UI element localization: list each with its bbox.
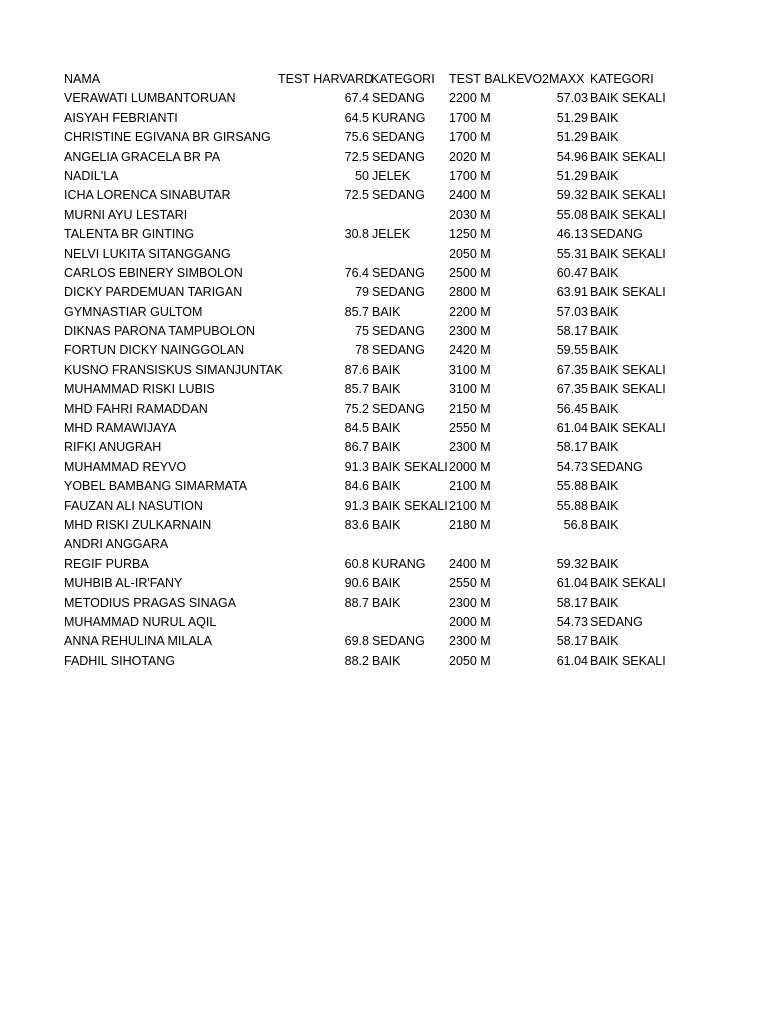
cell-vo2maxx: 55.88 [556, 479, 588, 494]
cell-test-balke: 2150 M [449, 401, 491, 416]
cell-test-harvard: 84.5 [344, 421, 369, 436]
cell-vo2maxx: 54.96 [556, 149, 588, 164]
cell-kategori-vo2: SEDANG [590, 614, 643, 629]
cell-test-balke: 3100 M [449, 362, 491, 377]
cell-kategori-harvard: JELEK [372, 168, 411, 183]
table-row [0, 341, 768, 360]
cell-vo2maxx: 60.47 [556, 265, 588, 280]
cell-nama: MUHBIB AL-IR'FANY [64, 576, 183, 591]
cell-test-harvard: 64.5 [344, 110, 369, 125]
table-row [0, 245, 768, 264]
cell-test-balke: 2100 M [449, 479, 491, 494]
cell-vo2maxx: 58.17 [556, 440, 588, 455]
cell-kategori-vo2: BAIK SEKALI [590, 576, 666, 591]
cell-kategori-harvard: BAIK [372, 517, 401, 532]
cell-kategori-vo2: BAIK SEKALI [590, 382, 666, 397]
cell-kategori-harvard: SEDANG [372, 130, 425, 145]
cell-nama: NADIL'LA [64, 168, 119, 183]
cell-kategori-vo2: BAIK [590, 110, 619, 125]
cell-test-balke: 2000 M [449, 614, 491, 629]
table-row [0, 458, 768, 477]
cell-kategori-harvard: SEDANG [372, 149, 425, 164]
header-kategori-vo2: KATEGORI [590, 72, 654, 86]
cell-kategori-vo2: BAIK SEKALI [590, 246, 666, 261]
cell-test-harvard: 75 [355, 324, 369, 339]
cell-test-harvard: 76.4 [344, 265, 369, 280]
cell-kategori-harvard: BAIK [372, 362, 401, 377]
header-vo2maxx: VO2MAXX [524, 72, 585, 86]
cell-nama: TALENTA BR GINTING [64, 227, 195, 242]
cell-test-balke: 2100 M [449, 498, 491, 513]
table-row [0, 361, 768, 380]
cell-test-balke: 1700 M [449, 130, 491, 145]
cell-test-harvard: 79 [355, 285, 369, 300]
table-row [0, 303, 768, 322]
cell-nama: AISYAH FEBRIANTI [64, 110, 178, 125]
table-row [0, 206, 768, 225]
cell-test-balke: 2000 M [449, 459, 491, 474]
cell-vo2maxx: 58.17 [556, 634, 588, 649]
table-row [0, 535, 768, 554]
cell-test-harvard: 85.7 [344, 382, 369, 397]
cell-kategori-harvard: BAIK [372, 440, 401, 455]
cell-vo2maxx: 61.04 [556, 576, 588, 591]
cell-nama: MUHAMMAD RISKI LUBIS [64, 382, 215, 397]
cell-nama: FORTUN DICKY NAINGGOLAN [64, 343, 245, 358]
cell-kategori-harvard: SEDANG [372, 343, 425, 358]
cell-kategori-vo2: BAIK [590, 556, 619, 571]
cell-kategori-vo2: BAIK [590, 401, 619, 416]
cell-kategori-harvard: JELEK [372, 227, 411, 242]
cell-test-harvard: 88.7 [344, 595, 369, 610]
cell-test-harvard: 78 [355, 343, 369, 358]
header-test-harvard: TEST HARVARD [278, 72, 374, 86]
cell-test-harvard: 91.3 [344, 459, 369, 474]
cell-vo2maxx: 58.17 [556, 595, 588, 610]
cell-kategori-vo2: BAIK [590, 304, 619, 319]
cell-test-balke: 2300 M [449, 595, 491, 610]
cell-kategori-vo2: BAIK SEKALI [590, 421, 666, 436]
cell-test-harvard: 87.6 [344, 362, 369, 377]
cell-kategori-vo2: BAIK SEKALI [590, 362, 666, 377]
cell-nama: FADHIL SIHOTANG [64, 653, 176, 668]
table-row [0, 613, 768, 632]
cell-kategori-vo2: BAIK [590, 479, 619, 494]
cell-vo2maxx: 63.91 [556, 285, 588, 300]
cell-kategori-vo2: SEDANG [590, 227, 643, 242]
cell-kategori-harvard: SEDANG [372, 324, 425, 339]
cell-nama: VERAWATI LUMBANTORUAN [64, 91, 236, 106]
cell-vo2maxx: 54.73 [556, 459, 588, 474]
cell-kategori-vo2: BAIK [590, 130, 619, 145]
cell-test-balke: 2200 M [449, 304, 491, 319]
cell-kategori-harvard: SEDANG [372, 91, 425, 106]
cell-nama: REGIF PURBA [64, 556, 149, 571]
cell-test-balke: 2800 M [449, 285, 491, 300]
cell-kategori-vo2: BAIK SEKALI [590, 285, 666, 300]
table-row [0, 109, 768, 128]
cell-test-harvard: 60.8 [344, 556, 369, 571]
table-row [0, 516, 768, 535]
cell-vo2maxx: 55.31 [556, 246, 588, 261]
cell-kategori-harvard: BAIK [372, 595, 401, 610]
cell-vo2maxx: 56.45 [556, 401, 588, 416]
header-test-balke: TEST BALKE [449, 72, 525, 86]
cell-test-balke: 2500 M [449, 265, 491, 280]
cell-kategori-harvard: SEDANG [372, 401, 425, 416]
table-row [0, 148, 768, 167]
table-row [0, 574, 768, 593]
cell-nama: RIFKI ANUGRAH [64, 440, 162, 455]
cell-kategori-harvard: BAIK SEKALI [372, 459, 448, 474]
cell-nama: ICHA LORENCA SINABUTAR [64, 188, 231, 203]
cell-vo2maxx: 51.29 [556, 110, 588, 125]
cell-vo2maxx: 55.08 [556, 207, 588, 222]
table-row [0, 380, 768, 399]
cell-test-harvard: 90.6 [344, 576, 369, 591]
cell-kategori-vo2: BAIK [590, 634, 619, 649]
cell-kategori-vo2: BAIK SEKALI [590, 188, 666, 203]
cell-test-harvard: 69.8 [344, 634, 369, 649]
cell-test-balke: 2180 M [449, 517, 491, 532]
table-body [0, 89, 768, 671]
cell-kategori-vo2: BAIK SEKALI [590, 149, 666, 164]
table-row [0, 400, 768, 419]
cell-test-balke: 2400 M [449, 556, 491, 571]
cell-kategori-vo2: BAIK SEKALI [590, 207, 666, 222]
cell-test-balke: 2550 M [449, 576, 491, 591]
cell-kategori-harvard: SEDANG [372, 634, 425, 649]
cell-test-balke: 2550 M [449, 421, 491, 436]
table-row [0, 283, 768, 302]
cell-test-harvard: 72.5 [344, 188, 369, 203]
table-row [0, 128, 768, 147]
cell-kategori-harvard: BAIK [372, 576, 401, 591]
cell-nama: MUHAMMAD REYVO [64, 459, 187, 474]
cell-kategori-harvard: KURANG [372, 110, 426, 125]
cell-nama: ANGELIA GRACELA BR PA [64, 149, 221, 164]
cell-vo2maxx: 57.03 [556, 91, 588, 106]
cell-nama: FAUZAN ALI NASUTION [64, 498, 203, 513]
cell-test-balke: 2400 M [449, 188, 491, 203]
cell-test-balke: 2050 M [449, 653, 491, 668]
cell-test-balke: 2020 M [449, 149, 491, 164]
cell-vo2maxx: 51.29 [556, 130, 588, 145]
table-row [0, 497, 768, 516]
cell-nama: ANNA REHULINA MILALA [64, 634, 212, 649]
cell-kategori-harvard: SEDANG [372, 188, 425, 203]
cell-kategori-vo2: BAIK [590, 324, 619, 339]
cell-test-balke: 2420 M [449, 343, 491, 358]
cell-vo2maxx: 67.35 [556, 382, 588, 397]
cell-nama: MUHAMMAD NURUL AQIL [64, 614, 217, 629]
header-row [0, 70, 768, 89]
cell-nama: DICKY PARDEMUAN TARIGAN [64, 285, 243, 300]
cell-test-balke: 3100 M [449, 382, 491, 397]
cell-kategori-vo2: BAIK [590, 517, 619, 532]
cell-nama: MHD FAHRI RAMADDAN [64, 401, 208, 416]
cell-test-balke: 2030 M [449, 207, 491, 222]
cell-vo2maxx: 61.04 [556, 421, 588, 436]
table-row [0, 264, 768, 283]
cell-kategori-vo2: BAIK [590, 498, 619, 513]
table-row [0, 555, 768, 574]
cell-kategori-vo2: BAIK [590, 168, 619, 183]
cell-kategori-vo2: BAIK SEKALI [590, 653, 666, 668]
cell-kategori-vo2: BAIK [590, 265, 619, 280]
table-row [0, 167, 768, 186]
cell-nama: METODIUS PRAGAS SINAGA [64, 595, 237, 610]
cell-nama: MHD RISKI ZULKARNAIN [64, 517, 212, 532]
cell-nama: MURNI AYU LESTARI [64, 207, 188, 222]
cell-test-harvard: 85.7 [344, 304, 369, 319]
cell-vo2maxx: 59.32 [556, 188, 588, 203]
table-row [0, 186, 768, 205]
cell-vo2maxx: 46.13 [556, 227, 588, 242]
cell-vo2maxx: 57.03 [556, 304, 588, 319]
cell-test-harvard: 30.8 [344, 227, 369, 242]
cell-test-harvard: 50 [355, 168, 369, 183]
table-row [0, 652, 768, 671]
table-row [0, 594, 768, 613]
cell-test-harvard: 72.5 [344, 149, 369, 164]
cell-vo2maxx: 67.35 [556, 362, 588, 377]
cell-vo2maxx: 56.8 [563, 517, 588, 532]
header-kategori-harvard: KATEGORI [371, 72, 435, 86]
cell-nama: DIKNAS PARONA TAMPUBOLON [64, 324, 256, 339]
table-row [0, 419, 768, 438]
cell-test-balke: 1250 M [449, 227, 491, 242]
cell-nama: NELVI LUKITA SITANGGANG [64, 246, 231, 261]
data-table [0, 70, 768, 671]
cell-vo2maxx: 55.88 [556, 498, 588, 513]
cell-nama: GYMNASTIAR GULTOM [64, 304, 203, 319]
table-row [0, 632, 768, 651]
cell-vo2maxx: 59.32 [556, 556, 588, 571]
cell-kategori-harvard: BAIK [372, 421, 401, 436]
cell-vo2maxx: 54.73 [556, 614, 588, 629]
cell-test-balke: 2300 M [449, 440, 491, 455]
cell-nama: CARLOS EBINERY SIMBOLON [64, 265, 243, 280]
cell-vo2maxx: 51.29 [556, 168, 588, 183]
cell-nama: MHD RAMAWIJAYA [64, 421, 177, 436]
header-nama: NAMA [64, 72, 101, 86]
cell-kategori-harvard: SEDANG [372, 265, 425, 280]
table-row [0, 438, 768, 457]
cell-kategori-harvard: BAIK [372, 304, 401, 319]
cell-test-balke: 2300 M [449, 634, 491, 649]
table-row [0, 89, 768, 108]
cell-kategori-harvard: SEDANG [372, 285, 425, 300]
cell-test-balke: 2050 M [449, 246, 491, 261]
table-row [0, 322, 768, 341]
cell-kategori-harvard: BAIK SEKALI [372, 498, 448, 513]
cell-nama: CHRISTINE EGIVANA BR GIRSANG [64, 130, 271, 145]
table-row [0, 225, 768, 244]
cell-kategori-vo2: BAIK [590, 595, 619, 610]
cell-kategori-harvard: BAIK [372, 382, 401, 397]
cell-test-harvard: 91.3 [344, 498, 369, 513]
cell-vo2maxx: 59.55 [556, 343, 588, 358]
cell-nama: KUSNO FRANSISKUS SIMANJUNTAK [64, 362, 283, 377]
cell-test-harvard: 83.6 [344, 517, 369, 532]
cell-test-harvard: 84.6 [344, 479, 369, 494]
cell-vo2maxx: 61.04 [556, 653, 588, 668]
cell-test-balke: 1700 M [449, 168, 491, 183]
cell-kategori-vo2: BAIK SEKALI [590, 91, 666, 106]
cell-vo2maxx: 58.17 [556, 324, 588, 339]
cell-test-balke: 2200 M [449, 91, 491, 106]
cell-test-harvard: 67.4 [344, 91, 369, 106]
cell-nama: YOBEL BAMBANG SIMARMATA [64, 479, 248, 494]
cell-nama: ANDRI ANGGARA [64, 537, 169, 552]
cell-test-harvard: 75.6 [344, 130, 369, 145]
cell-kategori-harvard: KURANG [372, 556, 426, 571]
cell-test-harvard: 88.2 [344, 653, 369, 668]
cell-kategori-vo2: SEDANG [590, 459, 643, 474]
cell-test-harvard: 75.2 [344, 401, 369, 416]
cell-test-balke: 2300 M [449, 324, 491, 339]
cell-test-harvard: 86.7 [344, 440, 369, 455]
table-row [0, 477, 768, 496]
cell-test-balke: 1700 M [449, 110, 491, 125]
cell-kategori-vo2: BAIK [590, 343, 619, 358]
cell-kategori-vo2: BAIK [590, 440, 619, 455]
cell-kategori-harvard: BAIK [372, 653, 401, 668]
cell-kategori-harvard: BAIK [372, 479, 401, 494]
